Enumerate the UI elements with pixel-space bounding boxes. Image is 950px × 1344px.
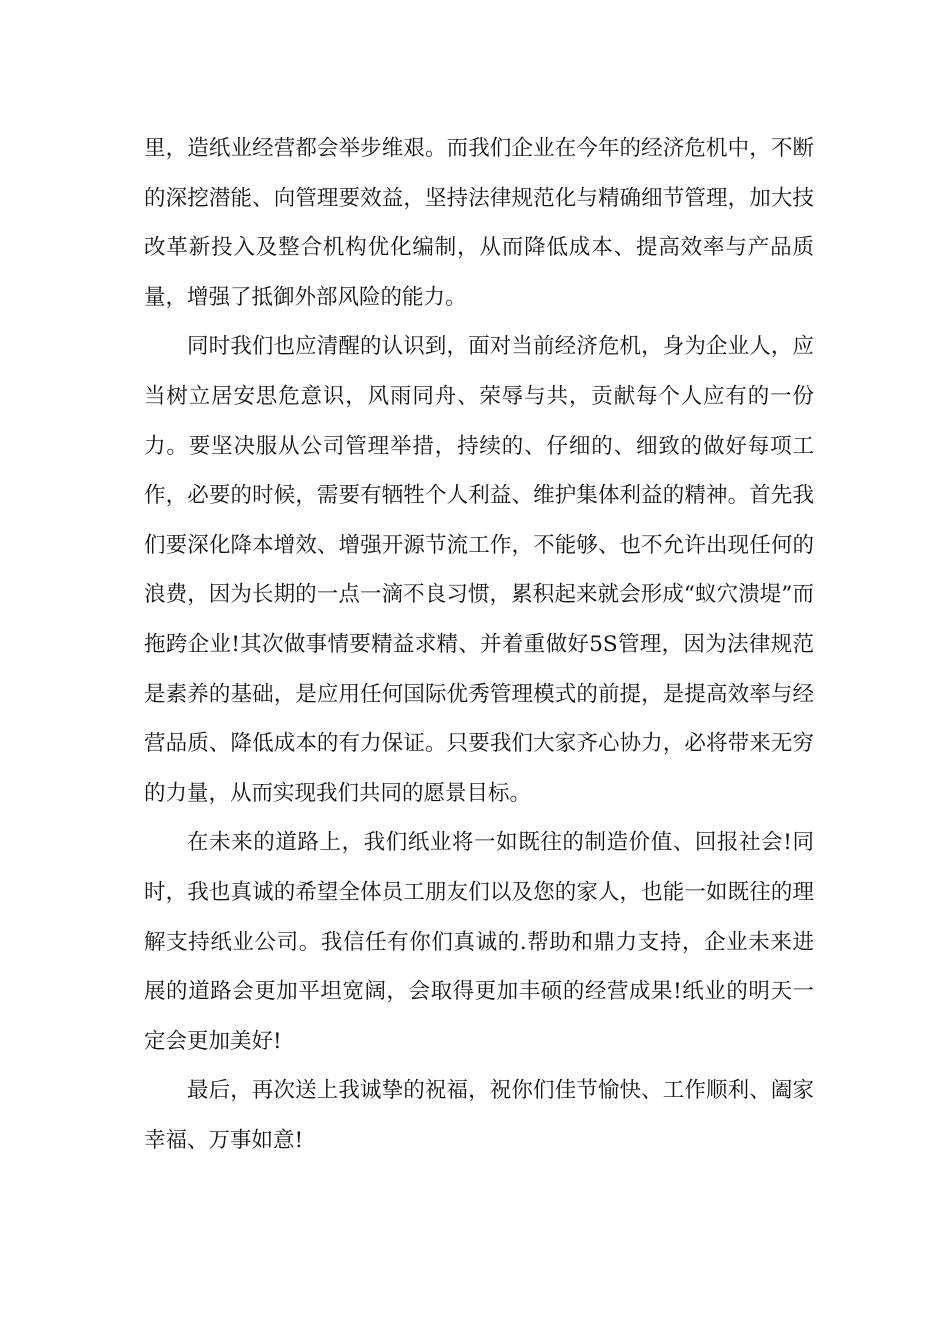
paragraph-3: 在未来的道路上，我们纸业将一如既往的制造价值、回报社会!同时，我也真诚的希望全体员工朋友们以及您的家人，也能一如既往的理解支持纸业公司。我信任有你们真诚的.帮助和鼎力支持，企业未来进展的道路会更加平坦宽阔，会取得更加丰硕的经营成果!纸业的明天一定会更加美好!: [144, 830, 814, 1054]
document-body: [144, 124, 814, 1165]
paragraph-1: 里，造纸业经营都会举步维艰。而我们企业在今年的经济危机中，不断的深挖潜能、向管理要效益，坚持法律规范化与精确细节管理，加大技改革新投入及整合机构优化编制，从而降低成本、提高效率与产品质量，增强了抵御外部风险的能力。: [144, 136, 814, 310]
paragraph-4: 最后，再次送上我诚挚的祝福，祝你们佳节愉快、工作顺利、阖家幸福、万事如意!: [144, 1078, 814, 1153]
paragraph-2: 同时我们也应清醒的认识到，面对当前经济危机，身为企业人，应当树立居安思危意识，风雨同舟、荣辱与共，贡献每个人应有的一份力。要坚决服从公司管理举措，持续的、仔细的、细致的做好每项工作，必要的时候，需要有牺牲个人利益、维护集体利益的精神。首先我们要深化降本增效、增强开源节流工作，不能够、也不允许出现任何的浪费，因为长期的一点一滴不良习惯，累积起来就会形成“蚁穴溃堤”而拖跨企业!其次做事情要精益求精、并着重做好5S管理，因为法律规范是素养的基础，是应用任何国际优秀管理模式的前提，是提高效率与经营品质、降低成本的有力保证。只要我们大家齐心协力，必将带来无穷的力量，从而实现我们共同的愿景目标。: [144, 334, 814, 806]
